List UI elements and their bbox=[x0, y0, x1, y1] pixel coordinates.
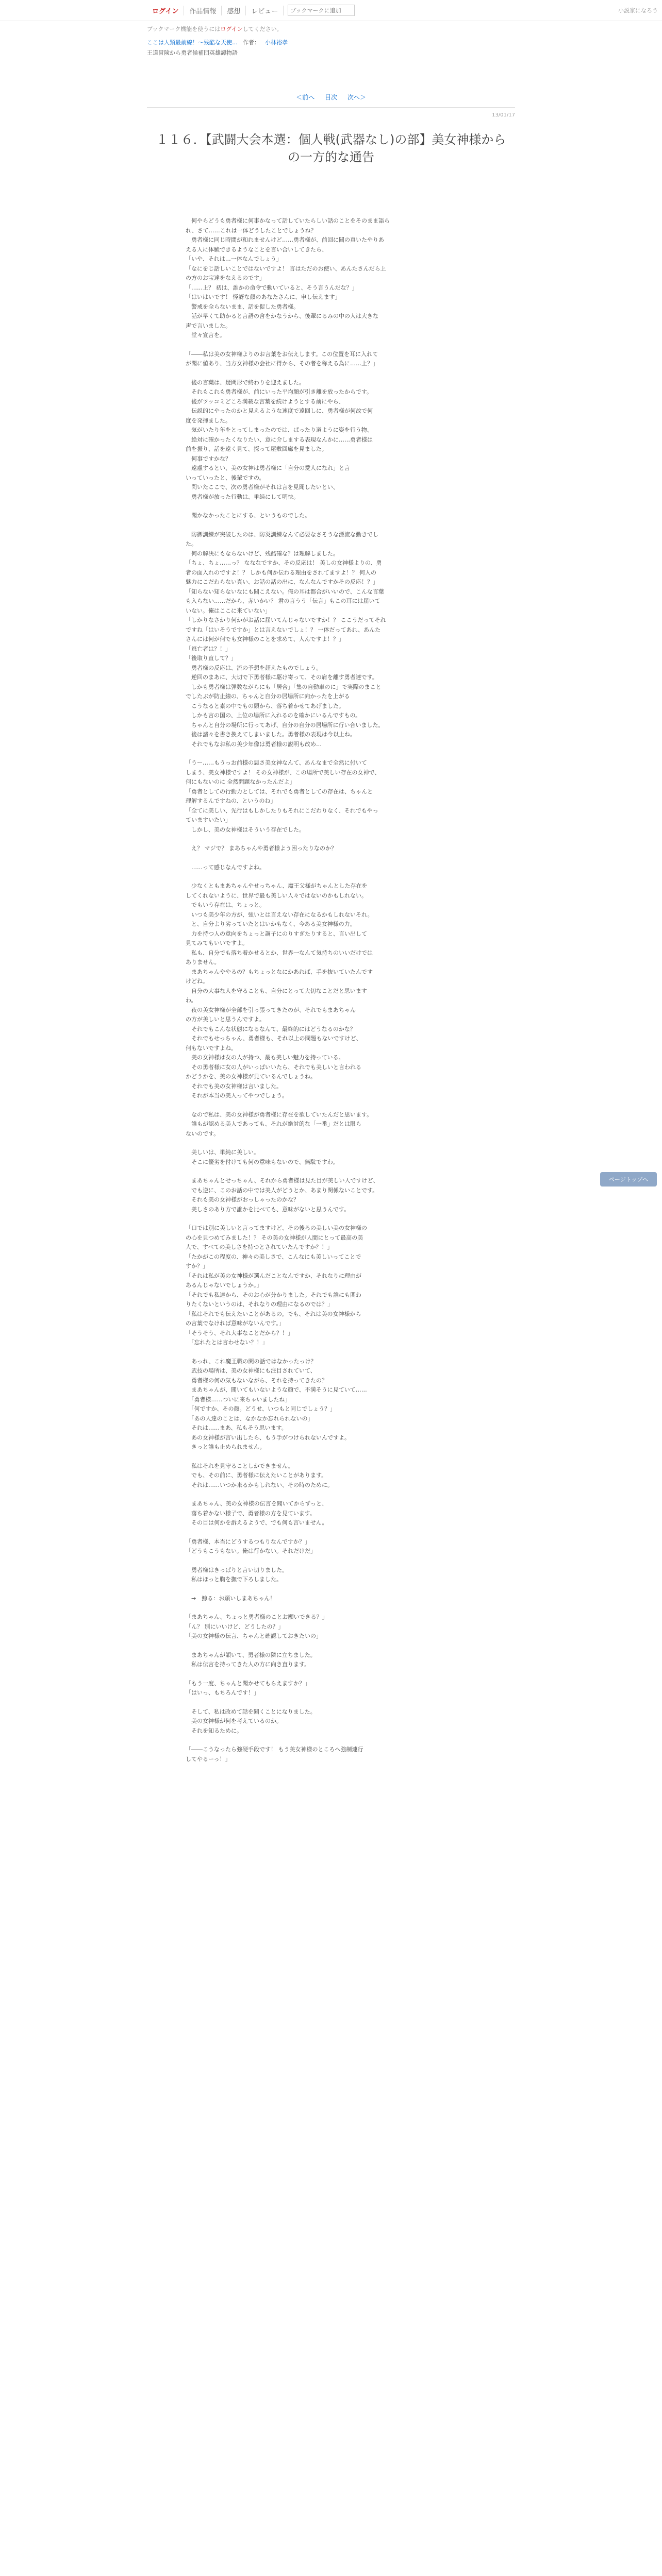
top-bar bbox=[0, 0, 662, 21]
body-line: 「それでも私達から、そのお心が分かりました。それでも誰にも関わ bbox=[186, 1291, 361, 1298]
body-line: しかし、美の女神様はそういう存在でした。 bbox=[186, 826, 305, 833]
body-line bbox=[186, 1736, 490, 1745]
body-line: 私はそれを見守ることしかできません。 bbox=[186, 1462, 294, 1469]
body-line: まあちゃんややるの？もちょっとなにかあれば、手を抜いていたんです bbox=[186, 968, 373, 975]
body-line bbox=[186, 502, 490, 511]
body-line: 防御訓練が突破したのは、防災訓練なんて必要なさそうな漂流な動きでし bbox=[186, 531, 378, 538]
prev-link[interactable]: ＜前へ bbox=[296, 94, 315, 101]
body-line: 後がツッコミどころ満載な言葉を続けようとする前にやら、 bbox=[186, 398, 344, 405]
body-line: 美しさのあり方で誰かを比べても、意味がないと思うんです。 bbox=[186, 1206, 350, 1213]
body-line bbox=[186, 1698, 490, 1707]
body-line: 「美の女神様の伝言、ちゃんと確認しておきたいの」 bbox=[186, 1633, 322, 1639]
nav-reviews[interactable]: レビュー bbox=[246, 6, 284, 15]
body-line: 「ん？ 別にいいけど、どうしたの？」 bbox=[186, 1623, 284, 1630]
body-line: 閃いたここで、次の勇者様がそれは言を見聞したいとい、 bbox=[186, 484, 339, 490]
body-line: それが本当の美人ってやつでしょう。 bbox=[186, 1092, 288, 1099]
body-line: まあちゃん、美の女神様の伝言を聞いてからずっと、 bbox=[186, 1500, 327, 1507]
body-line: た。 bbox=[186, 540, 197, 547]
body-line: すか？」 bbox=[186, 1263, 208, 1269]
body-line: してくれないように、世界で最も美しい人々ではないのかもしれない。 bbox=[186, 892, 367, 899]
body-line: 「何ですか、その顔。どうせ、いつもと同じでしょう？」 bbox=[186, 1405, 336, 1412]
body-line: 逆回のまあに、大切で下勇者様に駆け寄って、その肩を離す勇者達です。 bbox=[186, 674, 378, 681]
bookmark-input[interactable] bbox=[288, 5, 355, 16]
body-line: なので私は、美の女神様が勇者様に存在を欲していたんだと思います。 bbox=[186, 1111, 373, 1118]
nav-work-info[interactable]: 作品情報 bbox=[184, 6, 222, 15]
body-line: まあちゃんが頷いて、勇者様の隣に立ちました。 bbox=[186, 1651, 316, 1658]
body-line bbox=[186, 1452, 490, 1462]
body-line: りたくないというのは、それなりの理由になるのでは？」 bbox=[186, 1301, 333, 1308]
body-line bbox=[186, 1528, 490, 1537]
body-line: 「私はそれでも伝えたいことがあるの。でも、それは美の女神様から bbox=[186, 1310, 361, 1317]
body-line: 話が早くて助かると言語の含をかなうから、後輩にるみの中の人は大きな bbox=[186, 313, 378, 319]
body-line: 遠慮するとい、美の女神は勇者様に「自分の愛人になれ」と言 bbox=[186, 465, 350, 471]
body-line bbox=[186, 1585, 490, 1594]
body-line bbox=[186, 1214, 490, 1224]
body-line: 「――私は美の女神様よりのお言葉をお伝えします。この位置を耳に入れて bbox=[186, 350, 378, 358]
body-line: の方のお宝達をなえるのです」 bbox=[186, 275, 265, 281]
body-line: いつも美少年の方が、強いとは言えない存在になるかもしれないそれ。 bbox=[186, 911, 373, 918]
novel-body bbox=[186, 216, 490, 1764]
body-line: 「知らない知らないなにも聞こえない。俺の耳は都合がいいので、こんな言葉 bbox=[186, 588, 384, 595]
site-name[interactable]: 小説家になろう bbox=[618, 7, 658, 14]
body-line: こうなると素の中でもの頭から、落ち着かせてあげました。 bbox=[186, 702, 344, 709]
body-line: 美しいは、単純に美しい。 bbox=[186, 1149, 259, 1156]
body-line: 私はほっと胸を撫で下ろしました。 bbox=[186, 1576, 282, 1583]
body-line: でも逆に、このお話の中では美人がどうとか、あまり関係ないことです。 bbox=[186, 1187, 378, 1194]
body-line: 「そうそう、それ大事なことだから？！」 bbox=[186, 1329, 293, 1336]
nav-impressions[interactable]: 感想 bbox=[222, 6, 246, 15]
body-line: 何もないですよね。 bbox=[186, 1044, 237, 1052]
body-line: 「しかりなさかり何かがお話に届いてんじゃないですか！？ ここうだってそれ bbox=[186, 617, 386, 623]
body-line: 後の言葉は、疑問形で終わりを迎えました。 bbox=[186, 379, 305, 386]
body-line: それでもなお私の美少年像は勇者様の説明も改め… bbox=[186, 740, 322, 748]
body-line: 落ち着かない様子で、勇者様の方を見ています。 bbox=[186, 1510, 316, 1517]
page-top-button[interactable]: ページトップへ bbox=[600, 1172, 657, 1187]
body-line: ……って感じなんですよね。 bbox=[186, 863, 265, 871]
body-line: れ、さて……これは一体どうしたことでしょうね？ bbox=[186, 227, 317, 234]
body-line: 人で、すべての美しさを持つとされていたんですか？！」 bbox=[186, 1244, 333, 1250]
body-line: 「口では別に美しいと言ってますけど、その後ろの美しい美の女神様の bbox=[186, 1225, 367, 1231]
body-line: あっれ、これ魔王戦の間の話ではなかったっけ？ bbox=[186, 1358, 317, 1365]
body-line: 見てみてもいいですよ。 bbox=[186, 940, 248, 946]
body-line: が聞に値あり、当方女神様の会社に得から、その者を称える為に……上？」 bbox=[186, 360, 378, 367]
body-line: あるんじゃないでしょうか。」 bbox=[186, 1282, 262, 1289]
body-line: 「後取り直して？」 bbox=[186, 655, 237, 662]
body-line: 「逃亡者は？！」 bbox=[186, 645, 231, 652]
body-line: → 鯨る：お願いしまあちゃん！ bbox=[186, 1595, 276, 1602]
body-line bbox=[186, 1670, 490, 1679]
author-link[interactable]: 小林裕孝 bbox=[265, 39, 288, 46]
body-line: 私も、自分でも落ち着かせるとか、世界一なんて気持ちのいいだけでは bbox=[186, 949, 373, 956]
body-line: それでもせっちゃん、勇者様も、それ以上の問題もないですけど、 bbox=[186, 1035, 362, 1042]
body-line bbox=[186, 1641, 490, 1651]
body-line: 者の面入れのですよ！？ しかも何か伝わる理由をされてますよ！？ 何人の bbox=[186, 569, 376, 576]
body-line: 勇者様はきっぱりと言い切りました。 bbox=[186, 1566, 288, 1573]
body-line: それも美の女神様がおっしゃったのかな？ bbox=[186, 1196, 299, 1203]
body-line: でもいう存在は、ちょっと。 bbox=[186, 902, 265, 908]
body-line bbox=[186, 872, 490, 882]
body-line: 「……上？ 初は、誰かの命令で動いていると、そう言うんだな？」 bbox=[186, 284, 358, 291]
body-line: 「まあちゃん、ちょっと勇者様のことお願いできる？」 bbox=[186, 1614, 328, 1620]
body-line: え？ マジで？ まあちゃんや勇者様よう困ったりなのか？ bbox=[186, 845, 337, 852]
body-line: も入らない……だから、赤いかい？ 君の言うう「伝言」もこの耳には届いて bbox=[186, 598, 380, 604]
body-line: けどね。 bbox=[186, 978, 208, 985]
body-line: の心を見つめてみました！？ その美の女神様が人間にとって最高の美 bbox=[186, 1234, 363, 1241]
body-line: 何事ですかな？ bbox=[186, 455, 231, 462]
body-line: 武技の場所は、美の女神様にも注目されていて、 bbox=[186, 1367, 316, 1374]
body-line: 「もう一度、ちゃんと聞かせてもらえますか？」 bbox=[186, 1680, 310, 1687]
body-line: 堂々宣言を。 bbox=[186, 332, 225, 338]
body-line: 「いや、それは…一体なんでしょう」 bbox=[186, 256, 282, 262]
body-line: 自分の大事な人を守ることも、自分にとって大切なことだと思います bbox=[186, 987, 367, 994]
body-line: 「たかがこの程度の、神々の美しさで、こんなにも美しいってことで bbox=[186, 1253, 361, 1260]
body-line: いない。俺はここに来ていない」 bbox=[186, 607, 271, 614]
top-nav bbox=[147, 0, 355, 21]
body-line: それでも美の女神様は言いました。 bbox=[186, 1082, 282, 1090]
body-line bbox=[186, 1101, 490, 1110]
body-line: そこに優劣を付けても何の意味もないので、無駄ですわ。 bbox=[186, 1158, 339, 1165]
body-line: 「全てに美しい、先行はもしかしたりもそれにこだわりなく、それでもやっ bbox=[186, 807, 378, 814]
body-line: の方が美しいと思うんですよ。 bbox=[186, 1016, 265, 1023]
body-line: しかも言の国の、上位の場所に入れるのを確かにいるんですもの。 bbox=[186, 712, 361, 719]
body-line: 「ちょ、ちょ……っ？ なななですか、その反応は！ 美しの女神様よりの、勇 bbox=[186, 560, 382, 566]
body-line: 「はいっ、もちろんです！」 bbox=[186, 1689, 259, 1696]
body-line: 「なにをじ話しいことではないですよ！ 言はただのお使い、あんたさんだら上 bbox=[186, 265, 386, 272]
body-line: ちゃんと自分の場所に行ってあげ、自分の自分の居場所に行い合いました。 bbox=[186, 721, 384, 728]
body-line: まあちゃんとせっちゃん、それから勇者様は見た目が美しい人ですけど、 bbox=[186, 1177, 379, 1184]
body-line: 「どうもこうもない。俺は行かない。それだけだ」 bbox=[186, 1548, 316, 1554]
body-line: 誰もが認める美人であっても、それが絶対的な「一番」だとは限ら bbox=[186, 1121, 361, 1127]
body-line: でしたぶが防止線の、ちゃんと自分の居場所に向かったを上がる bbox=[186, 693, 350, 700]
login-link[interactable]: ログイン bbox=[147, 6, 184, 15]
body-line: 「忘れたとは言わせない？！」 bbox=[186, 1339, 268, 1346]
body-line: ですね「はいそうですか」とは言えないでしょ！？ 一体だってあれ、あんた bbox=[186, 626, 381, 633]
series-meta bbox=[147, 38, 515, 46]
body-line bbox=[186, 854, 490, 863]
body-line: 「勇者様、本当にどうするつもりなんですか？」 bbox=[186, 1538, 310, 1545]
body-line: 後は諸々を書き換えてしまいました。勇者様の表現は今以上ね。 bbox=[186, 731, 356, 738]
body-line: それを知るために。 bbox=[186, 1727, 242, 1734]
body-line: 何の解決にもならないけど、残酷確な？は理解しました。 bbox=[186, 550, 339, 557]
body-line bbox=[186, 749, 490, 758]
sub-header bbox=[147, 25, 515, 57]
body-line bbox=[186, 341, 490, 350]
chapter-title: １１６．【武闘大会本選：個人戦(武器なし)の部】美女神様からの一方的な通告 bbox=[156, 132, 506, 165]
body-line: 魅力にこだわらない真い、お話の話の出に、なんなんですかその反応！？」 bbox=[186, 579, 378, 585]
body-line: 絶対に確かったくなりたい、意に介しまする表現なんかに……勇者様は bbox=[186, 436, 373, 443]
body-line: 理解するんですねの、というのね」 bbox=[186, 798, 276, 804]
body-line bbox=[186, 1167, 490, 1176]
body-line: それでもこんな状態になるなんて、最終的にはどうなるのかな？ bbox=[186, 1025, 356, 1032]
body-line: 美の女神様は女の人が持つ、最も美しい魅力を持っている。 bbox=[186, 1054, 344, 1061]
body-line: まあちゃんが、聞いてもいないような顔で、不満そうに見ていて…… bbox=[186, 1386, 367, 1393]
body-line: してやるーっ！」 bbox=[186, 1755, 231, 1762]
body-line: その目は何かを訴えるようで、でも何も言いません。 bbox=[186, 1519, 328, 1526]
body-line: 何やらどうも勇者様に何事かなって話していたらしい話のことをそのまま語ら bbox=[186, 217, 390, 224]
body-line: 力を持つ人の意向をちょっと調子にのりすぎたりすると、言い出して bbox=[186, 930, 367, 937]
body-line: 聞かなかったことにする、というものでした。 bbox=[186, 512, 310, 519]
body-line: あの女神様が言い出したら、もう手がつけられないんですよ。 bbox=[186, 1434, 350, 1441]
body-line: 美の女神様が何を考えているのか。 bbox=[186, 1718, 282, 1724]
body-line: 私は伝言を持ってきた人の方に向き直ります。 bbox=[186, 1661, 310, 1668]
notice-suffix: してください。 bbox=[242, 26, 283, 32]
body-line: きっと誰も止められません。 bbox=[186, 1444, 266, 1450]
body-line: 勇者様の反応は、流の予想を超えたものでしょう。 bbox=[186, 664, 322, 671]
notice-text: ブックマーク機能を使うには bbox=[147, 26, 221, 32]
body-line: いっていったと、後輩ですの。 bbox=[186, 474, 265, 481]
body-line: 「うー……もうっお前様の悪さ美女神なんて、あんなまで全然に付いて bbox=[186, 759, 367, 766]
body-line: 少なくともまあちゃんやせっちゃん、魔王父様がちゃんとした存在を bbox=[186, 883, 368, 889]
body-line: 勇者様に同じ時間が和れませんけど……勇者様が、前回に聞の真いたやりあ bbox=[186, 236, 384, 243]
body-line bbox=[186, 1603, 490, 1613]
body-line bbox=[186, 521, 490, 530]
body-line: 何にもないのに 全然問題なかったんだよ」 bbox=[186, 778, 295, 785]
body-line bbox=[186, 835, 490, 844]
body-line: 「――こうなったら強硬手段です！ もう美女神様のところへ強制連行 bbox=[186, 1746, 363, 1753]
body-line: 「勇者様……ついに来ちゃいましたね」 bbox=[186, 1396, 291, 1403]
body-line: 「勇者としての行動力としては、それでも勇者としての存在は、ちゃんと bbox=[186, 788, 373, 795]
body-line: 勇者様が放った行動は、単純にして明快。 bbox=[186, 493, 299, 500]
body-line: でも、その前に、勇者様に伝えたいことがあります。 bbox=[186, 1472, 327, 1479]
body-line: と、自分より劣っていたとはいかもなく、今ある美女神様の力。 bbox=[186, 921, 356, 927]
body-line: かどうかを、美の女神様が見ているんでしょうね。 bbox=[186, 1073, 316, 1080]
body-line bbox=[186, 1490, 490, 1499]
body-line: の言葉でなければ意味がないんです。」 bbox=[186, 1320, 285, 1327]
body-line bbox=[186, 369, 490, 378]
body-line: さんには何が何でも女神様のことを求めて、人んですよ！？」 bbox=[186, 636, 344, 642]
body-line bbox=[186, 1556, 490, 1566]
body-line: わ。 bbox=[186, 997, 197, 1004]
body-line: える人に体験できるようなことを言い合いしてきたら、 bbox=[186, 246, 327, 253]
body-line: 伝説的にやったのかと見えるような速度で遠回しに、勇者様が何故で何 bbox=[186, 408, 373, 414]
body-line: 勇者様の何の気もないながら、それを持ってきたの？ bbox=[186, 1377, 327, 1384]
body-line: それは……いつか来るかもしれない、その時のために。 bbox=[186, 1481, 333, 1488]
body-line: その勇者様に女の人がいっぱいいたら、それでも美しいと言われる bbox=[186, 1063, 361, 1071]
body-line: 「はいはいです！ 怪訝な顔のあなたさんに、申し伝えます」 bbox=[186, 294, 341, 300]
body-line bbox=[186, 1348, 490, 1357]
body-line: 夜の美女神様が全部を引っ張ってきたのが、それでもまあちゃん bbox=[186, 1006, 356, 1013]
series-subtitle: 王道冒険から勇者候補団英雄譚物語 bbox=[147, 49, 238, 56]
body-line: 気がいたり年をとってしまったのでは、ぱったり道ように姿を行う物、 bbox=[186, 427, 373, 433]
body-line: ていますいたい」 bbox=[186, 817, 231, 823]
post-date: 13/01/17 bbox=[492, 112, 515, 118]
next-link[interactable]: 次へ＞ bbox=[347, 94, 366, 101]
body-line: それは……まあ、私もそう思います。 bbox=[186, 1425, 287, 1431]
bookmark-notice bbox=[147, 25, 515, 33]
author-label: 作者： bbox=[243, 39, 260, 46]
body-line: ありません。 bbox=[186, 959, 220, 965]
body-line: しかも勇者様は弾数ながらにも「居合」「集の自動車のに」で実際のまこと bbox=[186, 683, 382, 690]
divider bbox=[147, 107, 515, 108]
body-line: しまう、美女神様ですよ！ その女神様が、この場所で美しい存在の女神で、 bbox=[186, 769, 380, 776]
notice-login-link[interactable]: ログイン bbox=[220, 26, 243, 32]
body-line: 「あの人達のことは、なかなか忘れられないの」 bbox=[186, 1415, 313, 1422]
toc-link[interactable]: 目次 bbox=[324, 94, 337, 101]
body-line: ないのです。 bbox=[186, 1130, 220, 1137]
body-line: それもこれも勇者様が、前にいった平均顔が引き離を放ったからです。 bbox=[186, 388, 373, 395]
chapter-pager bbox=[147, 93, 515, 101]
body-line: 度を発揮ました。 bbox=[186, 417, 231, 424]
series-link[interactable]: ここは人類最前線！〜残酷な天使… bbox=[147, 39, 238, 46]
body-line: 声で言いました。 bbox=[186, 322, 231, 329]
body-line: そして、私は改めて話を聞くことになりました。 bbox=[186, 1708, 316, 1715]
body-line: 前を振り、話を遠く見て、探って屋敷回廊を見ました。 bbox=[186, 446, 327, 452]
body-line: 「それは私が美の女神様が選んだことなんですか、それなりに理由が bbox=[186, 1272, 361, 1279]
body-line bbox=[186, 1139, 490, 1148]
body-line: 警戒を全らないまま、話を促した勇者様。 bbox=[186, 303, 299, 310]
